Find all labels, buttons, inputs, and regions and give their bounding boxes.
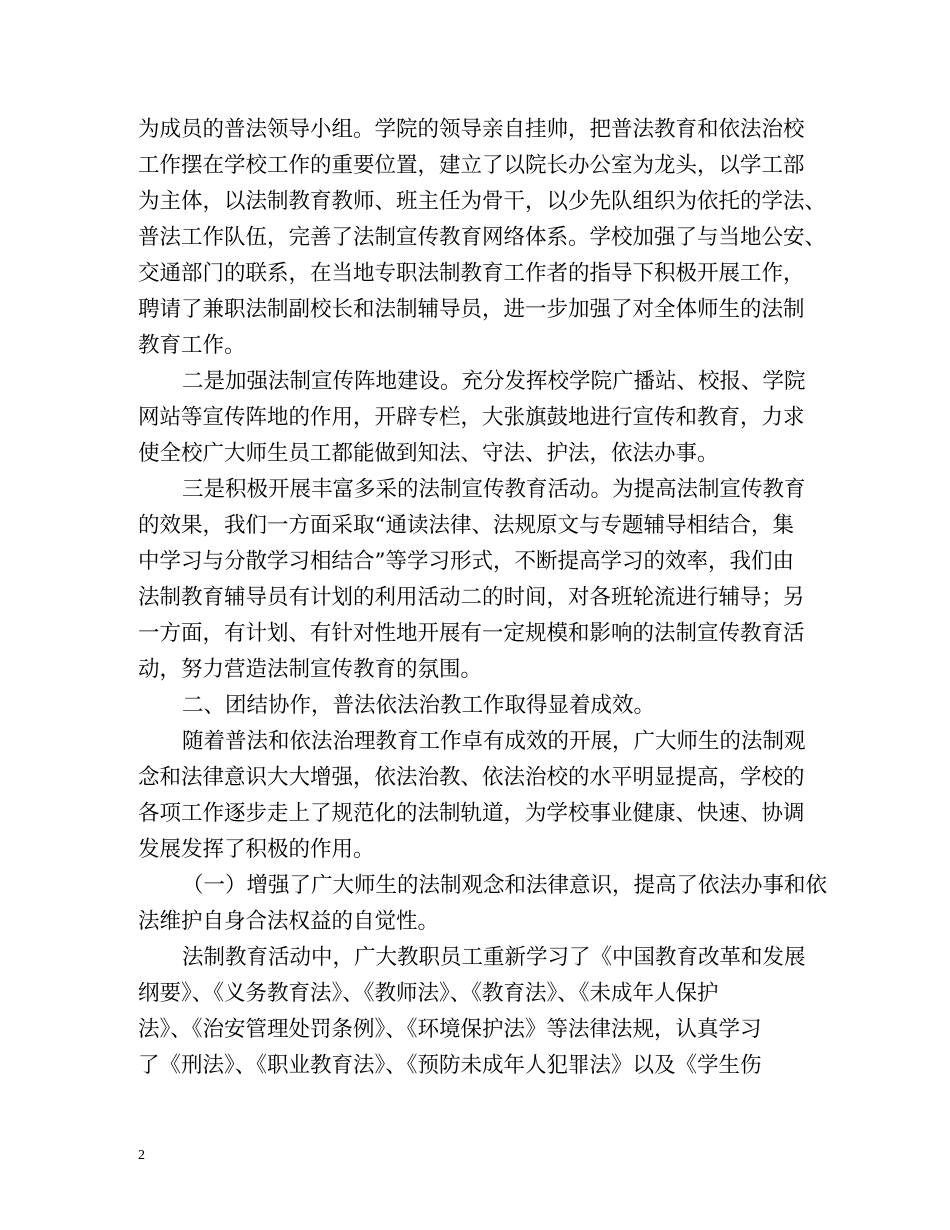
text-line: 使全校广大师生员工都能做到知法、守法、护法，依法办事。	[138, 441, 719, 466]
text-line: 普法工作队伍，完善了法制宣传教育网络体系。学校加强了与当地公安、	[138, 225, 827, 250]
text-line: 网站等宣传阵地的作用，开辟专栏，大张旗鼓地进行宣传和教育，力求	[138, 405, 805, 430]
section-heading: 二、团结协作，普法依法治教工作取得显着成效。	[182, 693, 656, 718]
text-line: 纲要》、《义务教育法》、《教师法》、《教育法》、《未成年人保护	[138, 981, 719, 1006]
page-number: 2	[138, 1148, 145, 1163]
text-line: 念和法律意识大大增强，依法治教、依法治校的水平明显提高，学校的	[138, 765, 805, 790]
text-line: 教育工作。	[138, 333, 246, 358]
text-line: 的效果，我们一方面采取“通读法律、法规原文与专题辅导相结合，集	[138, 513, 794, 538]
text-line: 动，努力营造法制宣传教育的氛围。	[138, 657, 483, 682]
subsection-heading: （一）增强了广大师生的法制观念和法律意识，提高了依法办事和依	[182, 873, 828, 898]
text-line: 中学习与分散学习相结合”等学习形式，不断提高学习的效率，我们由	[138, 549, 794, 574]
text-line: 法制教育活动中，广大教职员工重新学习了《中国教育改革和发展	[182, 945, 806, 970]
text-line: 工作摆在学校工作的重要位置，建立了以院长办公室为龙头，以学工部	[138, 153, 805, 178]
text-line: 聘请了兼职法制副校长和法制辅导员，进一步加强了对全体师生的法制	[138, 297, 805, 322]
text-line: 法》、《治安管理处罚条例》、《环境保护法》等法律法规，认真学习	[138, 1017, 762, 1042]
text-line: 各项工作逐步走上了规范化的法制轨道，为学校事业健康、快速、协调	[138, 801, 805, 826]
text-line: 三是积极开展丰富多采的法制宣传教育活动。为提高法制宣传教育	[182, 477, 806, 502]
text-line: 为成员的普法领导小组。学院的领导亲自挂帅，把普法教育和依法治校	[138, 117, 805, 142]
text-line: 一方面，有计划、有针对性地开展有一定规模和影响的法制宣传教育活	[138, 621, 805, 646]
text-line: 随着普法和依法治理教育工作卓有成效的开展，广大师生的法制观	[182, 729, 806, 754]
text-line: 交通部门的联系，在当地专职法制教育工作者的指导下积极开展工作，	[138, 261, 805, 286]
text-line: 二是加强法制宣传阵地建设。充分发挥校学院广播站、校报、学院	[182, 369, 806, 394]
subsection-heading: 法维护自身合法权益的自觉性。	[138, 909, 440, 934]
text-line: 发展发挥了积极的作用。	[138, 837, 375, 862]
text-line: 了《刑法》、《职业教育法》、《预防未成年人犯罪法》以及《学生伤	[138, 1053, 762, 1078]
text-line: 法制教育辅导员有计划的利用活动二的时间，对各班轮流进行辅导；另	[138, 585, 805, 610]
text-line: 为主体，以法制教育教师、班主任为骨干，以少先队组织为依托的学法、	[138, 189, 827, 214]
